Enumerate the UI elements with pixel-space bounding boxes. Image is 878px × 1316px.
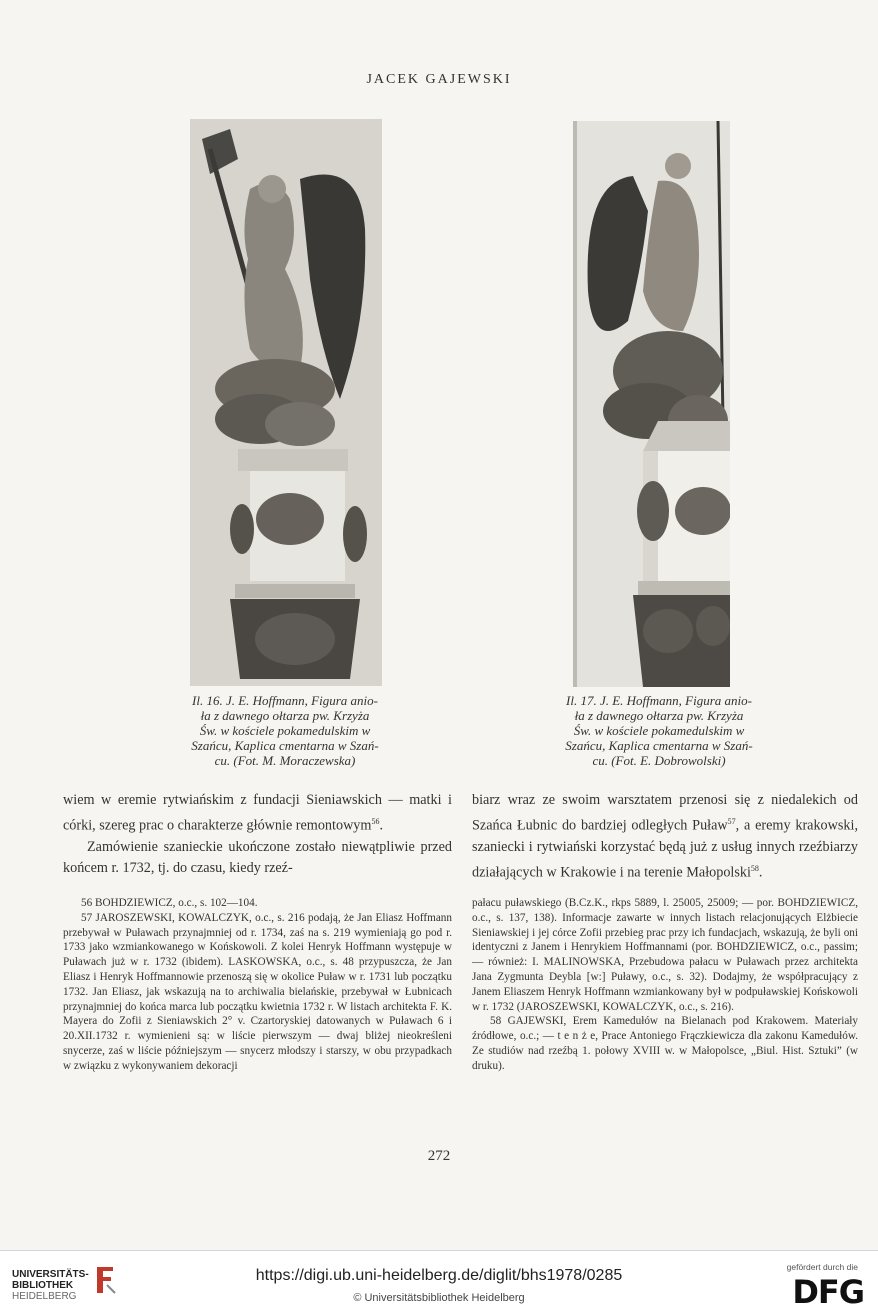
figure-17-photo [573,121,730,687]
footnote: pałacu puławskiego (B.Cz.K., rkps 5889, l. 25005, 25009; — por. BOHDZIEWICZ, o.c., s. 137, 138). Informacje zawarte w innych listach relacjonujących Elżbiecie Sieniawskiej i jej córce Zofii przebieg prac przy ich fundacjach, wskazują, że byli oni identyczni z Janem i Henrykiem Hoffmannami (por. BOHDZIEWICZ, o.c., passim; — również: I. MALINOWSKA, Przebudowa pałacu w Puławach przez architekta Jana Zygmunta Deybla [w:] Puławy, o.c., s. 32). Dodajmy, że współpracujący z Janem Eliaszem Henryk Hoffmann wzmiankowany był w podpuławskiej Końskowoli w r. 1732 (JAROSZEWSKI, KOWALCZYK, o.c., s. 216). [472,897,858,1013]
footnotes-right [472,896,858,1074]
permalink-url[interactable]: https://digi.ub.uni-heidelberg.de/diglit/bhs1978/0285 [255,1267,623,1284]
body-paragraph: wiem w eremie rytwiańskim z fundacji Sieniawskich — matki i córki, szereg prac o charakterze głównie remontowym$^{56}$. [63,792,452,834]
figure-16-photo [190,119,382,686]
footnote: 58 GAJEWSKI, Erem Kamedułów na Bielanach pod Krakowem. Materiały źródłowe, o.c.; — t e n ż e, Prace Antoniego Frączkiewicza dla zakonu Kamedułów. Ze studiów nad rzeźbą 1. połowy XVIII w. w Małopolsce, „Biul. Hist. Sztuki” (w druku). [472,1015,858,1072]
page-number: 272 [427,1148,451,1164]
body-column-left [63,790,452,879]
running-header: JACEK GAJEWSKI [366,72,512,87]
copyright-notice: © Universitätsbibliothek Heidelberg [353,1292,525,1304]
body-paragraph: biarz wraz ze swoim warsztatem przenosi się z niedalekich od Szańca Łubnic do bardziej odległych Puław$^{57}$, a eremy krakowski, szaniecki i rytwiański korzystać będą już z usług innych rzeźbiarzy działających w Krakowie i na terenie Małopolski$^{58}$. [472,792,858,881]
figure-16-caption: Il. 16. J. E. Hoffmann, Figura anio- ła z dawnego ołtarza pw. Krzyża Św. w kościele pokamedulskim w Szańcu, Kaplica cmentarna w Szań- cu. (Fot. M. Moraczewska) [191,693,379,768]
footnote-ref: 57 [727,817,736,826]
body-paragraph: Zamówienie szanieckie ukończone zostało niewątpliwie przed końcem r. 1732, tj. do czasu, kiedy rzeź- [63,838,452,876]
viewer-footer [0,1250,878,1316]
body-column-right [472,790,858,883]
footnote: 57 JAROSZEWSKI, KOWALCZYK, o.c., s. 216 podają, że Jan Eliasz Hoffmann przebywał w Puławach przynajmniej od r. 1734, zaś na s. 219 wymieniają go pod r. 1733 jako wzmiankowanego w Końskowoli. Z kolei Henryk Hoffmann występuje w Puławach już w r. 1732 (ibidem). LASKOWSKA, o.c., s. 48 przypuszcza, że Jan Eliasz i Henryk Hoffmannowie przenoszą się w okolice Puław w r. 1731 lub początku 1732. Jan Eliasz, jak wskazują na to archiwalia bielańskie, przebywał w Łubnicach przynajmniej do końca marca lub początku kwietnia 1732 r. W listach architekta F. K. Mayera do Zofii z Sieniawskich 2° v. Czartoryskiej datowanych w Puławach 6 i 20.XII.1732 r. wymienieni są: w liście pierwszym — dwaj bliżej nieokreśleni snycerze, zaś w liście późniejszym — snycerz młodszy i starszy, w obu przypadkach w związku z wykonywaniem dekoracji [63,911,452,1072]
sponsor-note: gefördert durch die [786,1262,858,1272]
library-logo-text: UNIVERSITÄTS- BIBLIOTHEK HEIDELBERG [12,1269,89,1302]
dfg-logo: DFG [792,1273,864,1311]
footnote-ref: 56 [371,817,380,826]
figure-17-caption: Il. 17. J. E. Hoffmann, Figura anio- ła z dawnego ołtarza pw. Krzyża Św. w kościele pokamedulskim w Szańcu, Kaplica cmentarna w Szań- cu. (Fot. E. Dobrowolski) [565,693,753,768]
footnote-ref: 58 [750,863,759,873]
footnote: 56 BOHDZIEWICZ, o.c., s. 102—104. [81,897,258,909]
footnotes-left [63,896,452,1074]
